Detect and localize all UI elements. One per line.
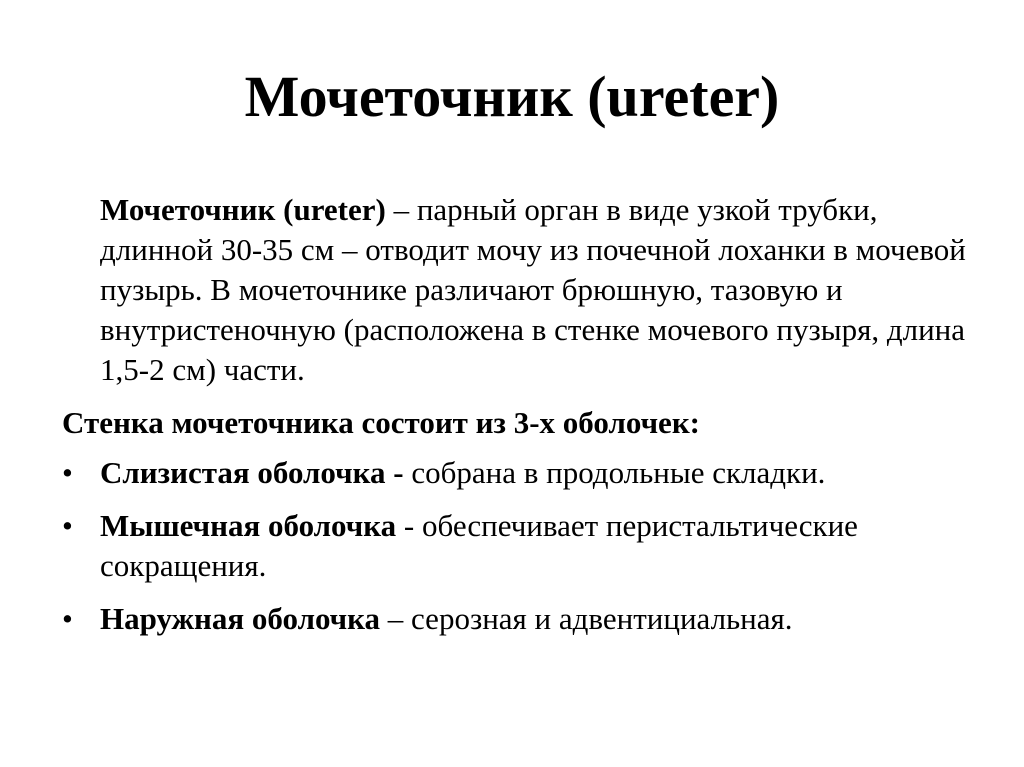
bullet-icon: •: [62, 508, 73, 543]
wall-layers-heading: Стенка мочеточника состоит из 3-х оболочек:: [62, 405, 700, 440]
layers-list: [62, 453, 982, 652]
layer-text: – серозная и адвентициальная.: [380, 601, 793, 636]
slide-title: Мочеточник (ureter): [244, 64, 780, 129]
intro-paragraph: [100, 190, 990, 390]
layer-term: Наружная оболочка: [100, 601, 381, 636]
layer-term: Слизистая оболочка -: [100, 455, 404, 490]
layer-text: - обеспечивает перистальтические сокращения.: [100, 508, 858, 583]
list-item-muscular: [62, 506, 982, 586]
bullet-icon: •: [62, 455, 73, 490]
intro-term: Мочеточник (ureter): [100, 192, 386, 227]
list-item-outer: [62, 599, 982, 639]
intro-text: – парный орган в виде узкой трубки, длинной 30-35 см – отводит мочу из почечной лоханки в мочевой пузырь. В мочеточнике различают брюшную, тазовую и внутристеночную (расположена в стенке мочевого пузыря, длина 1,5-2 см) части.: [100, 192, 966, 387]
list-item-mucosa: [62, 453, 982, 493]
layer-text: собрана в продольные складки.: [403, 455, 826, 490]
bullet-icon: •: [62, 601, 73, 636]
layer-term: Мышечная оболочка: [100, 508, 404, 543]
